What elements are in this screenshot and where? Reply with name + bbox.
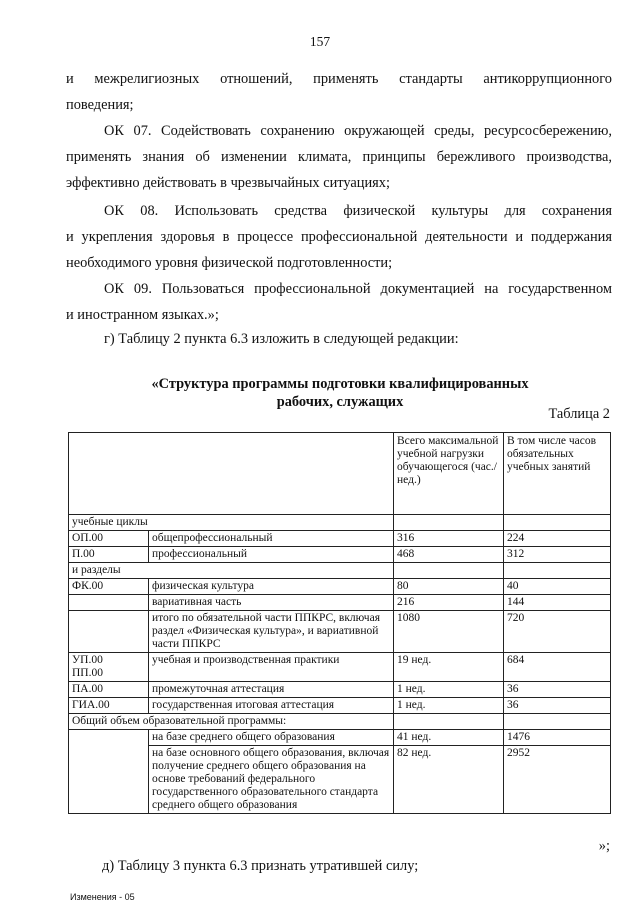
row-total: 216 (394, 595, 504, 611)
row-total: 468 (394, 547, 504, 563)
row-name: профессиональный (149, 547, 394, 563)
row-name: на базе основного общего образования, включая получение среднего общего образования на основе требований федерального государственного образовательного стандарта среднего общего образования (149, 746, 394, 814)
page-number: 157 (309, 34, 331, 49)
row-code-empty (69, 730, 149, 814)
paragraph-ok09-line-1: ОК 09. Пользоваться профессиональной документацией на государственном (104, 281, 612, 297)
paragraph-ok07 (66, 118, 612, 196)
table-row (69, 698, 611, 714)
row-required: 36 (504, 682, 611, 698)
paragraph-ok07-line-3: эффективно действовать в чрезвычайных ситуациях; (66, 175, 390, 191)
row-total: 316 (394, 531, 504, 547)
table-label: Таблица 2 (548, 406, 610, 422)
header-total-load: Всего максимальной учебной нагрузки обучающегося (час./нед.) (394, 433, 504, 515)
table-title-line-1: «Структура программы подготовки квалифицированных (151, 376, 529, 392)
footer-note: Изменения - 05 (70, 892, 135, 902)
row-name: вариативная часть (149, 595, 394, 611)
table-row (69, 653, 611, 682)
header-required-hours: В том числе часов обязательных учебных занятий (504, 433, 611, 515)
paragraph-ok08-line-2: и укрепления здоровья в процессе профессиональной деятельности и поддержания (66, 229, 612, 245)
paragraph-g (66, 326, 612, 352)
row-code (69, 595, 149, 611)
section-total: Общий объем образовательной программы: (69, 714, 394, 730)
row-name: общепрофессиональный (149, 531, 394, 547)
header-empty-cell (69, 433, 394, 515)
paragraph-ok09 (66, 276, 612, 328)
row-required: 224 (504, 531, 611, 547)
row-code: ОП.00 (69, 531, 149, 547)
paragraph-1-line-1: и межрелигиозных отношений, применять стандарты антикоррупционного (66, 71, 612, 87)
row-name: на базе среднего общего образования (149, 730, 394, 746)
program-structure-table (68, 432, 611, 814)
row-total: 1 нед. (394, 698, 504, 714)
section-row (69, 563, 611, 579)
row-name: учебная и производственная практики (149, 653, 394, 682)
table-row (69, 746, 611, 814)
row-total: 1 нед. (394, 682, 504, 698)
section-parts: и разделы (69, 563, 394, 579)
table-row (69, 682, 611, 698)
row-total: 82 нед. (394, 746, 504, 814)
row-required: 720 (504, 611, 611, 653)
table-row (69, 531, 611, 547)
paragraph-ok07-line-2: применять знания об изменении климата, принципы бережливого производства, (66, 149, 612, 165)
row-code (69, 611, 149, 653)
row-name: физическая культура (149, 579, 394, 595)
paragraph-g-line-1: г) Таблицу 2 пункта 6.3 изложить в следующей редакции: (104, 331, 459, 347)
table-title-line-2: рабочих, служащих (276, 394, 404, 410)
row-required: 2952 (504, 746, 611, 814)
row-code: ФК.00 (69, 579, 149, 595)
table-row (69, 595, 611, 611)
row-code: ГИА.00 (69, 698, 149, 714)
row-required: 312 (504, 547, 611, 563)
table-row (69, 611, 611, 653)
table-row (69, 579, 611, 595)
section-cycles: учебные циклы (69, 515, 394, 531)
row-total: 80 (394, 579, 504, 595)
row-code: ПА.00 (69, 682, 149, 698)
closing-mark: »; (598, 838, 610, 854)
row-name: государственная итоговая аттестация (149, 698, 394, 714)
row-total: 1080 (394, 611, 504, 653)
row-code-up: УП.00 (72, 654, 103, 666)
table-title (0, 375, 640, 411)
paragraph-ok08-line-3: необходимого уровня физической подготовленности; (66, 255, 393, 271)
paragraph-1 (66, 66, 612, 118)
row-code-pp: ПП.00 (72, 667, 103, 679)
row-name: промежуточная аттестация (149, 682, 394, 698)
row-total: 19 нед. (394, 653, 504, 682)
row-required: 144 (504, 595, 611, 611)
row-total: 41 нед. (394, 730, 504, 746)
paragraph-ok07-line-1: ОК 07. Содействовать сохранению окружающей среды, ресурсосбережению, (104, 123, 612, 139)
paragraph-d: д) Таблицу 3 пункта 6.3 признать утратившей силу; (102, 858, 419, 874)
row-required: 684 (504, 653, 611, 682)
section-row (69, 515, 611, 531)
paragraph-1-line-2: поведения; (66, 97, 134, 113)
row-name: итого по обязательной части ППКРС, включая раздел «Физическая культура», и вариативной части ППКРС (149, 611, 394, 653)
row-code (69, 653, 149, 682)
row-required: 1476 (504, 730, 611, 746)
paragraph-ok08-line-1: ОК 08. Использовать средства физической культуры для сохранения (104, 203, 612, 219)
row-required: 36 (504, 698, 611, 714)
table-row (69, 547, 611, 563)
paragraph-ok09-line-2: и иностранном языках.»; (66, 307, 219, 323)
table-header-row (69, 433, 611, 515)
table-row (69, 730, 611, 746)
row-code: П.00 (69, 547, 149, 563)
row-required: 40 (504, 579, 611, 595)
paragraph-ok08 (66, 198, 612, 276)
section-row (69, 714, 611, 730)
